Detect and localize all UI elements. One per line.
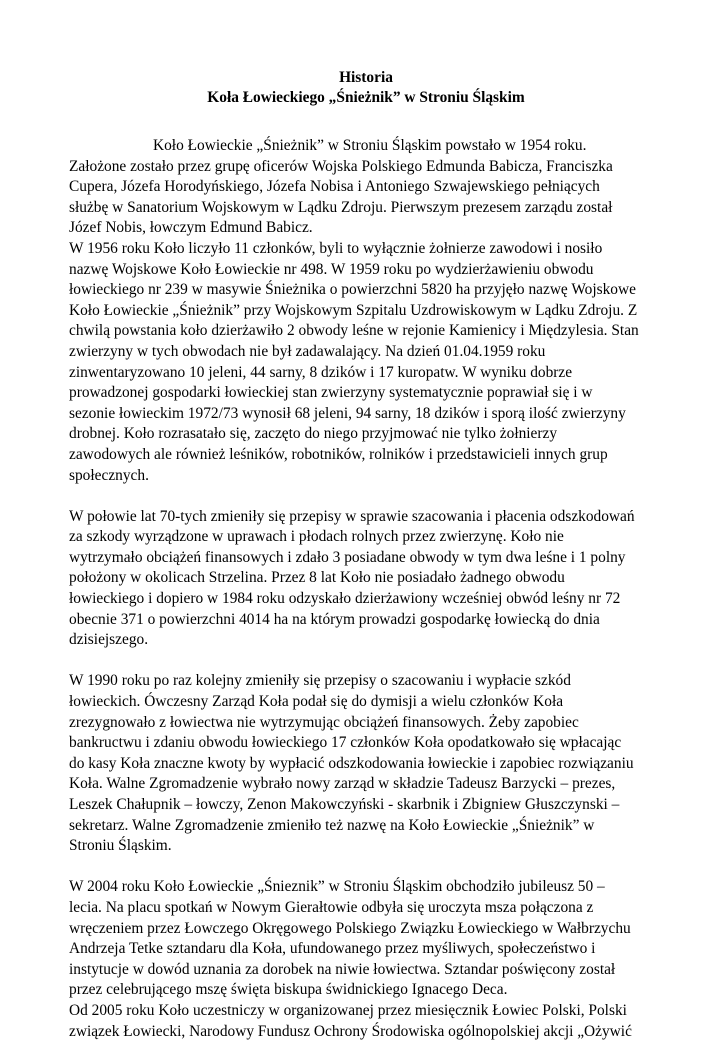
text-line: Koło Łowieckie „Śnieżnik” w Stroniu Śląskim powstało w 1954 roku.	[153, 137, 587, 154]
text-line: W 1956 roku Koło liczyło 11 członków, byli to wyłącznie żołnierze zawodowi i nosiło	[69, 239, 603, 257]
text-line: nazwę Wojskowe Koło Łowieckie nr 498. W 1959 roku po wydzierżawieniu obwodu	[69, 260, 594, 278]
document-page	[69, 68, 663, 1042]
text-line: drobnej. Koło rozrasatało się, zaczęto do niego przyjmować nie tylko żołnierzy	[69, 425, 558, 443]
text-line: obecnie 371 o powierzchni 4014 ha na którym prowadzi gospodarkę łowiecką do dnia	[69, 610, 600, 628]
text-line: Leszek Chałupnik – łowczy, Zenon Makowczyński - skarbnik i Zbigniew Głuszczynski –	[69, 796, 620, 813]
text-line: zawodowych ale również leśników, robotników, rolników i przedstawicieli innych grup	[69, 445, 608, 463]
text-line: W 2004 roku Koło Łowieckie „Śnieznik” w Stroniu Śląskim obchodziło jubileusz 50 –	[69, 878, 605, 896]
paragraph-gap	[69, 486, 663, 507]
text-line: Koła. Walne Zgromadzenie wybrało nowy zarząd w składzie Tadeusz Barzycki – prezes,	[69, 775, 616, 793]
text-line: instytucje w dowód uznania za dorobek na niwie łowiectwa. Sztandar poświęcony został	[69, 960, 616, 978]
text-line: społecznych.	[69, 466, 149, 484]
text-line: Andrzeja Tetke sztandaru dla Koła, ufundowanego przez myśliwych, społeczeństwo i	[69, 940, 596, 958]
text-line: przez celebrującego mszę święta biskupa świdnickiego Ignacego Deca.	[69, 981, 508, 999]
text-line: lecia. Na placu spotkań w Nowym Gierałtowie odbyła się uroczyta msza połączona z	[69, 898, 594, 916]
text-line: Stroniu Śląskim.	[69, 837, 172, 855]
title-line-2: Koła Łowieckiego „Śnieżnik” w Stroniu Śląskim	[207, 88, 525, 106]
text-line: służbę w Sanatorium Wojskowym w Lądku Zdroju. Pierwszym prezesem zarządu został	[69, 198, 613, 216]
text-line: za szkody wyrządzone w uprawach i płodach rolnych przez zwierzynę. Koło nie	[69, 528, 564, 546]
text-line: prowadzonej gospodarki łowieckiej stan zwierzyny systematycznie poprawiał się i w	[69, 384, 593, 402]
text-line: łowieckiego nr 239 w masywie Śnieżnika o powierzchni 5820 ha przyjęło nazwę Wojskowe	[69, 281, 636, 299]
text-line: sezonie łowieckim 1972/73 wynosił 68 jeleni, 94 sarny, 18 dzików i sporą ilość zwierzyny	[69, 404, 626, 422]
text-line: chwilą powstania koło dzierżawiło 2 obwody leśne w rejonie Kamienicy i Międzylesia. Stan	[69, 322, 639, 340]
paragraph-2005	[69, 1001, 663, 1042]
text-line: łowieckich. Ówczesny Zarząd Koła podał się do dymisji a wielu członków Koła	[69, 693, 564, 711]
text-line: wytrzymało obciążeń finansowych i zdało 3 posiadane obwody w tym dwa leśne i 1 polny	[69, 548, 626, 566]
paragraph-2004	[69, 877, 663, 1001]
text-line: bankructwu i zdaniu obwodu łowieckiego 17 członków Koła opodatkowało się wpłacając	[69, 734, 622, 752]
text-line: położony w okolicach Strzelina. Przez 8 lat Koło nie posiadało żadnego obwodu	[69, 569, 565, 587]
document-title	[69, 68, 663, 107]
paragraph-1990	[69, 671, 663, 856]
paragraph-1956	[69, 239, 663, 486]
paragraph-gap	[69, 651, 663, 672]
text-line: do kasy Koła znaczne kwoty by wypłacić odszkodowania łowieckie i zapobiec rozwiązaniu	[69, 754, 634, 772]
text-line: sekretarz. Walne Zgromadzenie zmieniło też nazwę na Koło Łowieckie „Śnieżnik” w	[69, 816, 595, 834]
document-body	[69, 136, 663, 1042]
text-line: zrezygnowało z łowiectwa nie wytrzymując obciążeń finansowych. Żeby zapobiec	[69, 713, 579, 731]
text-line: Koło Łowieckie „Śnieżnik” przy Wojskowym Szpitalu Uzdrowiskowym w Lądku Zdroju. Z	[69, 301, 638, 319]
text-line: Od 2005 roku Koło uczestniczy w organizowanej przez miesięcznik Łowiec Polski, Polski	[69, 1001, 627, 1019]
text-line: zinwentaryzowano 10 jeleni, 44 sarny, 8 dzików i 17 kuropatw. W wyniku dobrze	[69, 363, 573, 381]
text-line: zwierzyny w tych obwodach nie był zadawalający. Na dzień 01.04.1959 roku	[69, 342, 546, 360]
text-line: W połowie lat 70-tych zmieniły się przepisy w sprawie szacowania i płacenia odszkodowań	[69, 507, 635, 525]
paragraph-gap	[69, 857, 663, 878]
text-line: łowieckiego i dopiero w 1984 roku odzyskało dzierżawiony wcześniej obwód leśny nr 72	[69, 590, 621, 608]
text-line: W 1990 roku po raz kolejny zmieniły się przepisy o szacowaniu i wypłacie szkód	[69, 672, 571, 690]
text-line: związek Łowiecki, Narodowy Fundusz Ochrony Środowiska ogólnopolskiej akcji „Ożywić	[69, 1022, 632, 1040]
text-line: Założone zostało przez grupę oficerów Wojska Polskiego Edmunda Babicza, Franciszka	[69, 157, 613, 175]
paragraph-1970s	[69, 507, 663, 651]
text-line: dzisiejszego.	[69, 631, 149, 649]
paragraph-founding	[69, 136, 663, 239]
text-line: Józef Nobis, łowczym Edmund Babicz.	[69, 219, 313, 237]
text-line: wręczeniem przez Łowczego Okręgowego Polskiego Związku Łowieckiego w Wałbrzychu	[69, 919, 631, 937]
text-line: Cupera, Józefa Horodyńskiego, Józefa Nobisa i Antoniego Szwajewskiego pełniących	[69, 178, 600, 196]
title-line-1: Historia	[339, 69, 393, 86]
